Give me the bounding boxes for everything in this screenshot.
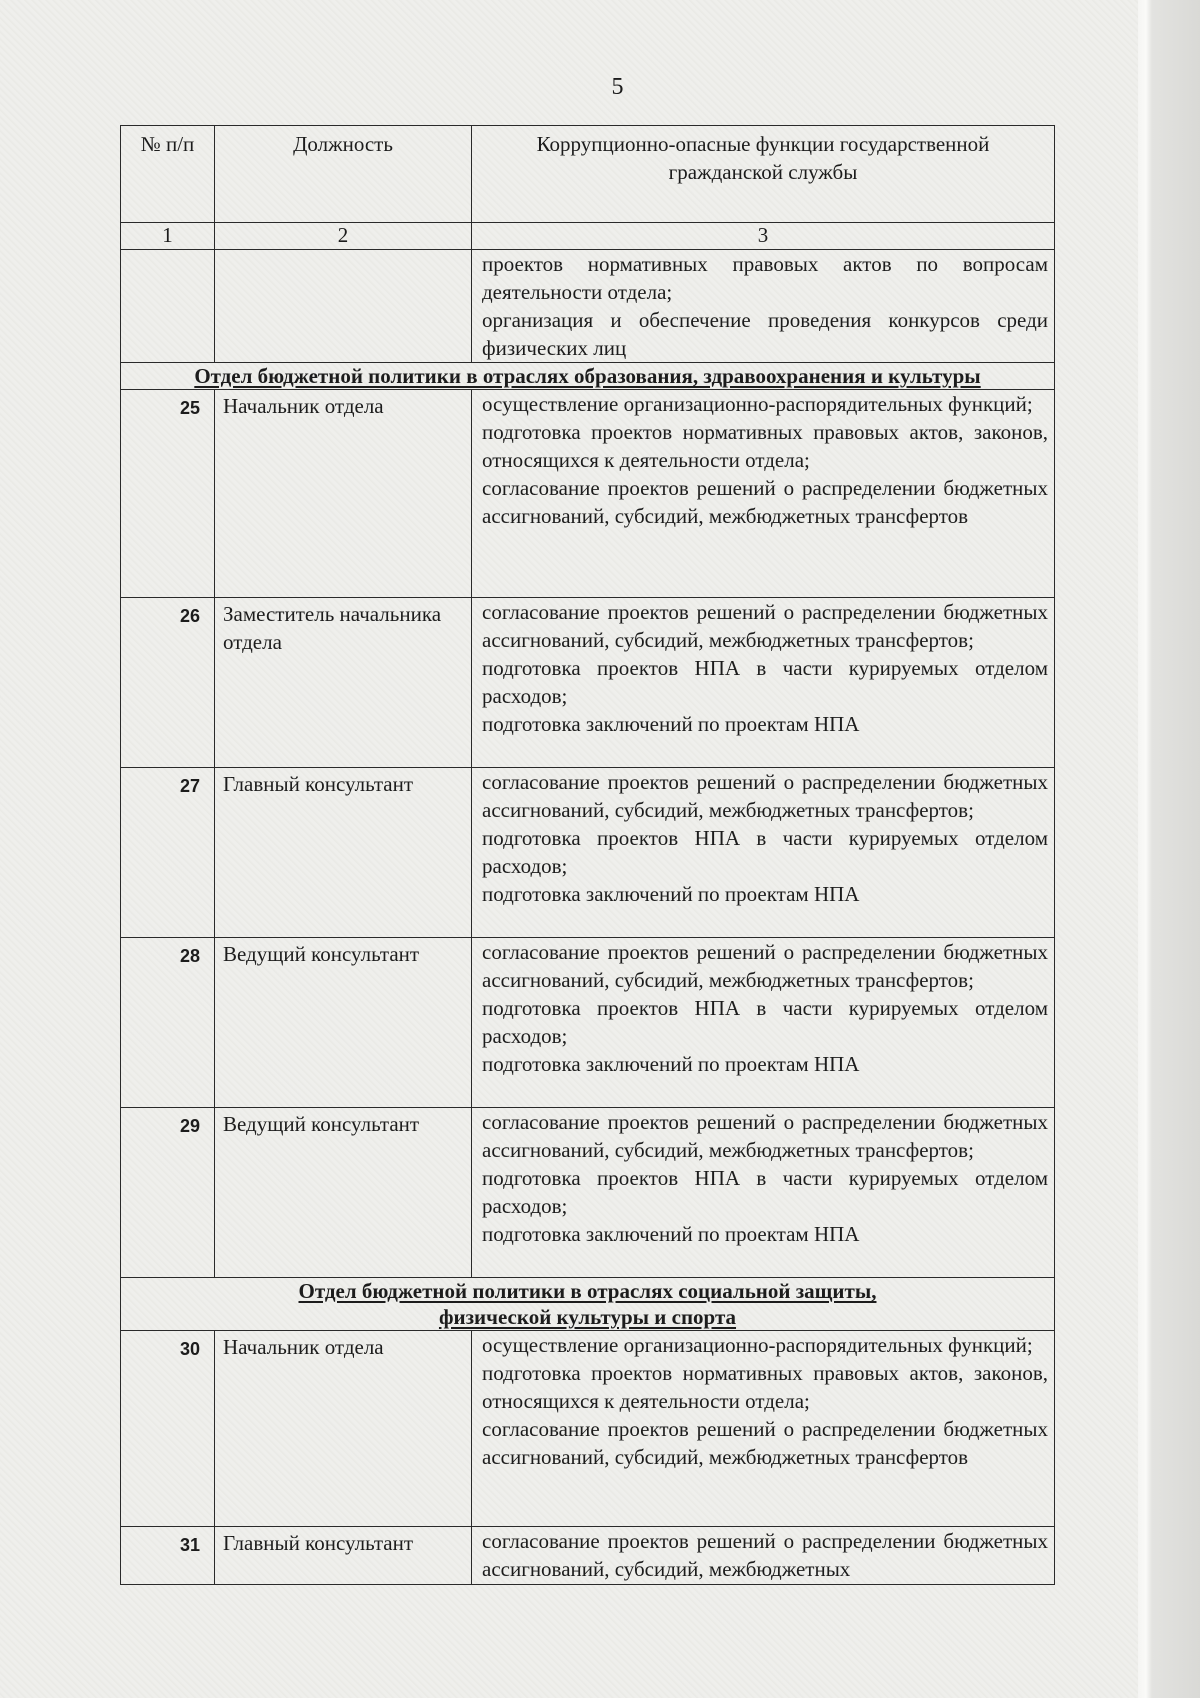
row-functions [472, 1108, 1055, 1278]
function-item: согласование проектов решений о распределении бюджетных ассигнований, субсидий, межбюджетных трансфертов; [482, 770, 1048, 822]
function-item: согласование проектов решений о распределении бюджетных ассигнований, субсидий, межбюджетных трансфертов [482, 476, 1048, 528]
function-item: проектов нормативных правовых актов по вопросам деятельности отдела; [482, 252, 1048, 304]
function-item: подготовка проектов нормативных правовых актов, законов, относящихся к деятельности отдела; [482, 420, 1048, 472]
function-item: подготовка заключений по проектам НПА [482, 712, 860, 736]
table-row [121, 250, 1055, 363]
row-position [215, 250, 472, 363]
function-item: подготовка проектов НПА в части курируемых отделом расходов; [482, 826, 1048, 878]
function-item: подготовка проектов нормативных правовых актов, законов, относящихся к деятельности отдела; [482, 1361, 1048, 1413]
row-functions [472, 1527, 1055, 1585]
function-item: подготовка заключений по проектам НПА [482, 1052, 860, 1076]
table-row [121, 1108, 1055, 1278]
column-index: 1 [121, 223, 215, 250]
section-title [121, 1278, 1055, 1331]
column-index-row [121, 223, 1055, 250]
page-number: 5 [611, 74, 624, 100]
column-index: 2 [215, 223, 472, 250]
row-functions [472, 598, 1055, 768]
row-position: Заместитель начальника отдела [215, 598, 472, 768]
function-item: согласование проектов решений о распределении бюджетных ассигнований, субсидий, межбюджетных трансфертов; [482, 1110, 1048, 1162]
scan-edge [1138, 0, 1200, 1698]
table-row [121, 1331, 1055, 1527]
header-position: Должность [215, 126, 472, 223]
row-position: Главный консультант [215, 1527, 472, 1585]
function-item: подготовка заключений по проектам НПА [482, 1222, 860, 1246]
section-title-line: Отдел бюджетной политики в отраслях социальной защиты, [298, 1279, 877, 1303]
row-number: 26 [121, 598, 215, 768]
function-item: подготовка проектов НПА в части курируемых отделом расходов; [482, 1166, 1048, 1218]
section-title-text: Отдел бюджетной политики в отраслях образования, здравоохранения и культуры [194, 364, 981, 388]
row-position: Ведущий консультант [215, 1108, 472, 1278]
function-item: согласование проектов решений о распределении бюджетных ассигнований, субсидий, межбюджетных трансфертов [482, 1417, 1048, 1469]
row-position: Ведущий консультант [215, 938, 472, 1108]
table-row [121, 598, 1055, 768]
section-header-row [121, 1278, 1055, 1331]
row-functions [472, 250, 1055, 363]
table-row [121, 1527, 1055, 1585]
function-item: согласование проектов решений о распределении бюджетных ассигнований, субсидий, межбюджетных [482, 1529, 1048, 1581]
corruption-functions-table [120, 125, 1055, 1585]
function-item: подготовка проектов НПА в части курируемых отделом расходов; [482, 996, 1048, 1048]
row-position: Начальник отдела [215, 1331, 472, 1527]
row-functions [472, 938, 1055, 1108]
row-number: 25 [121, 390, 215, 598]
row-position: Главный консультант [215, 768, 472, 938]
table-row [121, 768, 1055, 938]
row-position: Начальник отдела [215, 390, 472, 598]
row-number: 29 [121, 1108, 215, 1278]
function-item: подготовка заключений по проектам НПА [482, 882, 860, 906]
row-number: 27 [121, 768, 215, 938]
function-item: организация и обеспечение проведения конкурсов среди физических лиц [482, 308, 1048, 360]
function-item: подготовка проектов НПА в части курируемых отделом расходов; [482, 656, 1048, 708]
row-number: 30 [121, 1331, 215, 1527]
row-functions [472, 1331, 1055, 1527]
column-index: 3 [472, 223, 1055, 250]
header-number: № п/п [121, 126, 215, 223]
section-title-line: физической культуры и спорта [438, 1305, 737, 1329]
function-item: согласование проектов решений о распределении бюджетных ассигнований, субсидий, межбюджетных трансфертов; [482, 940, 1048, 992]
table-row [121, 390, 1055, 598]
function-item: осуществление организационно-распорядительных функций; [482, 1333, 1033, 1357]
row-functions [472, 768, 1055, 938]
row-functions [472, 390, 1055, 598]
row-number [121, 250, 215, 363]
section-title [121, 363, 1055, 390]
table-row [121, 938, 1055, 1108]
row-number: 31 [121, 1527, 215, 1585]
section-header-row [121, 363, 1055, 390]
header-functions: Коррупционно-опасные функции государственной гражданской службы [472, 126, 1055, 223]
function-item: осуществление организационно-распорядительных функций; [482, 392, 1033, 416]
table-header-row [121, 126, 1055, 223]
row-number: 28 [121, 938, 215, 1108]
function-item: согласование проектов решений о распределении бюджетных ассигнований, субсидий, межбюджетных трансфертов; [482, 600, 1048, 652]
